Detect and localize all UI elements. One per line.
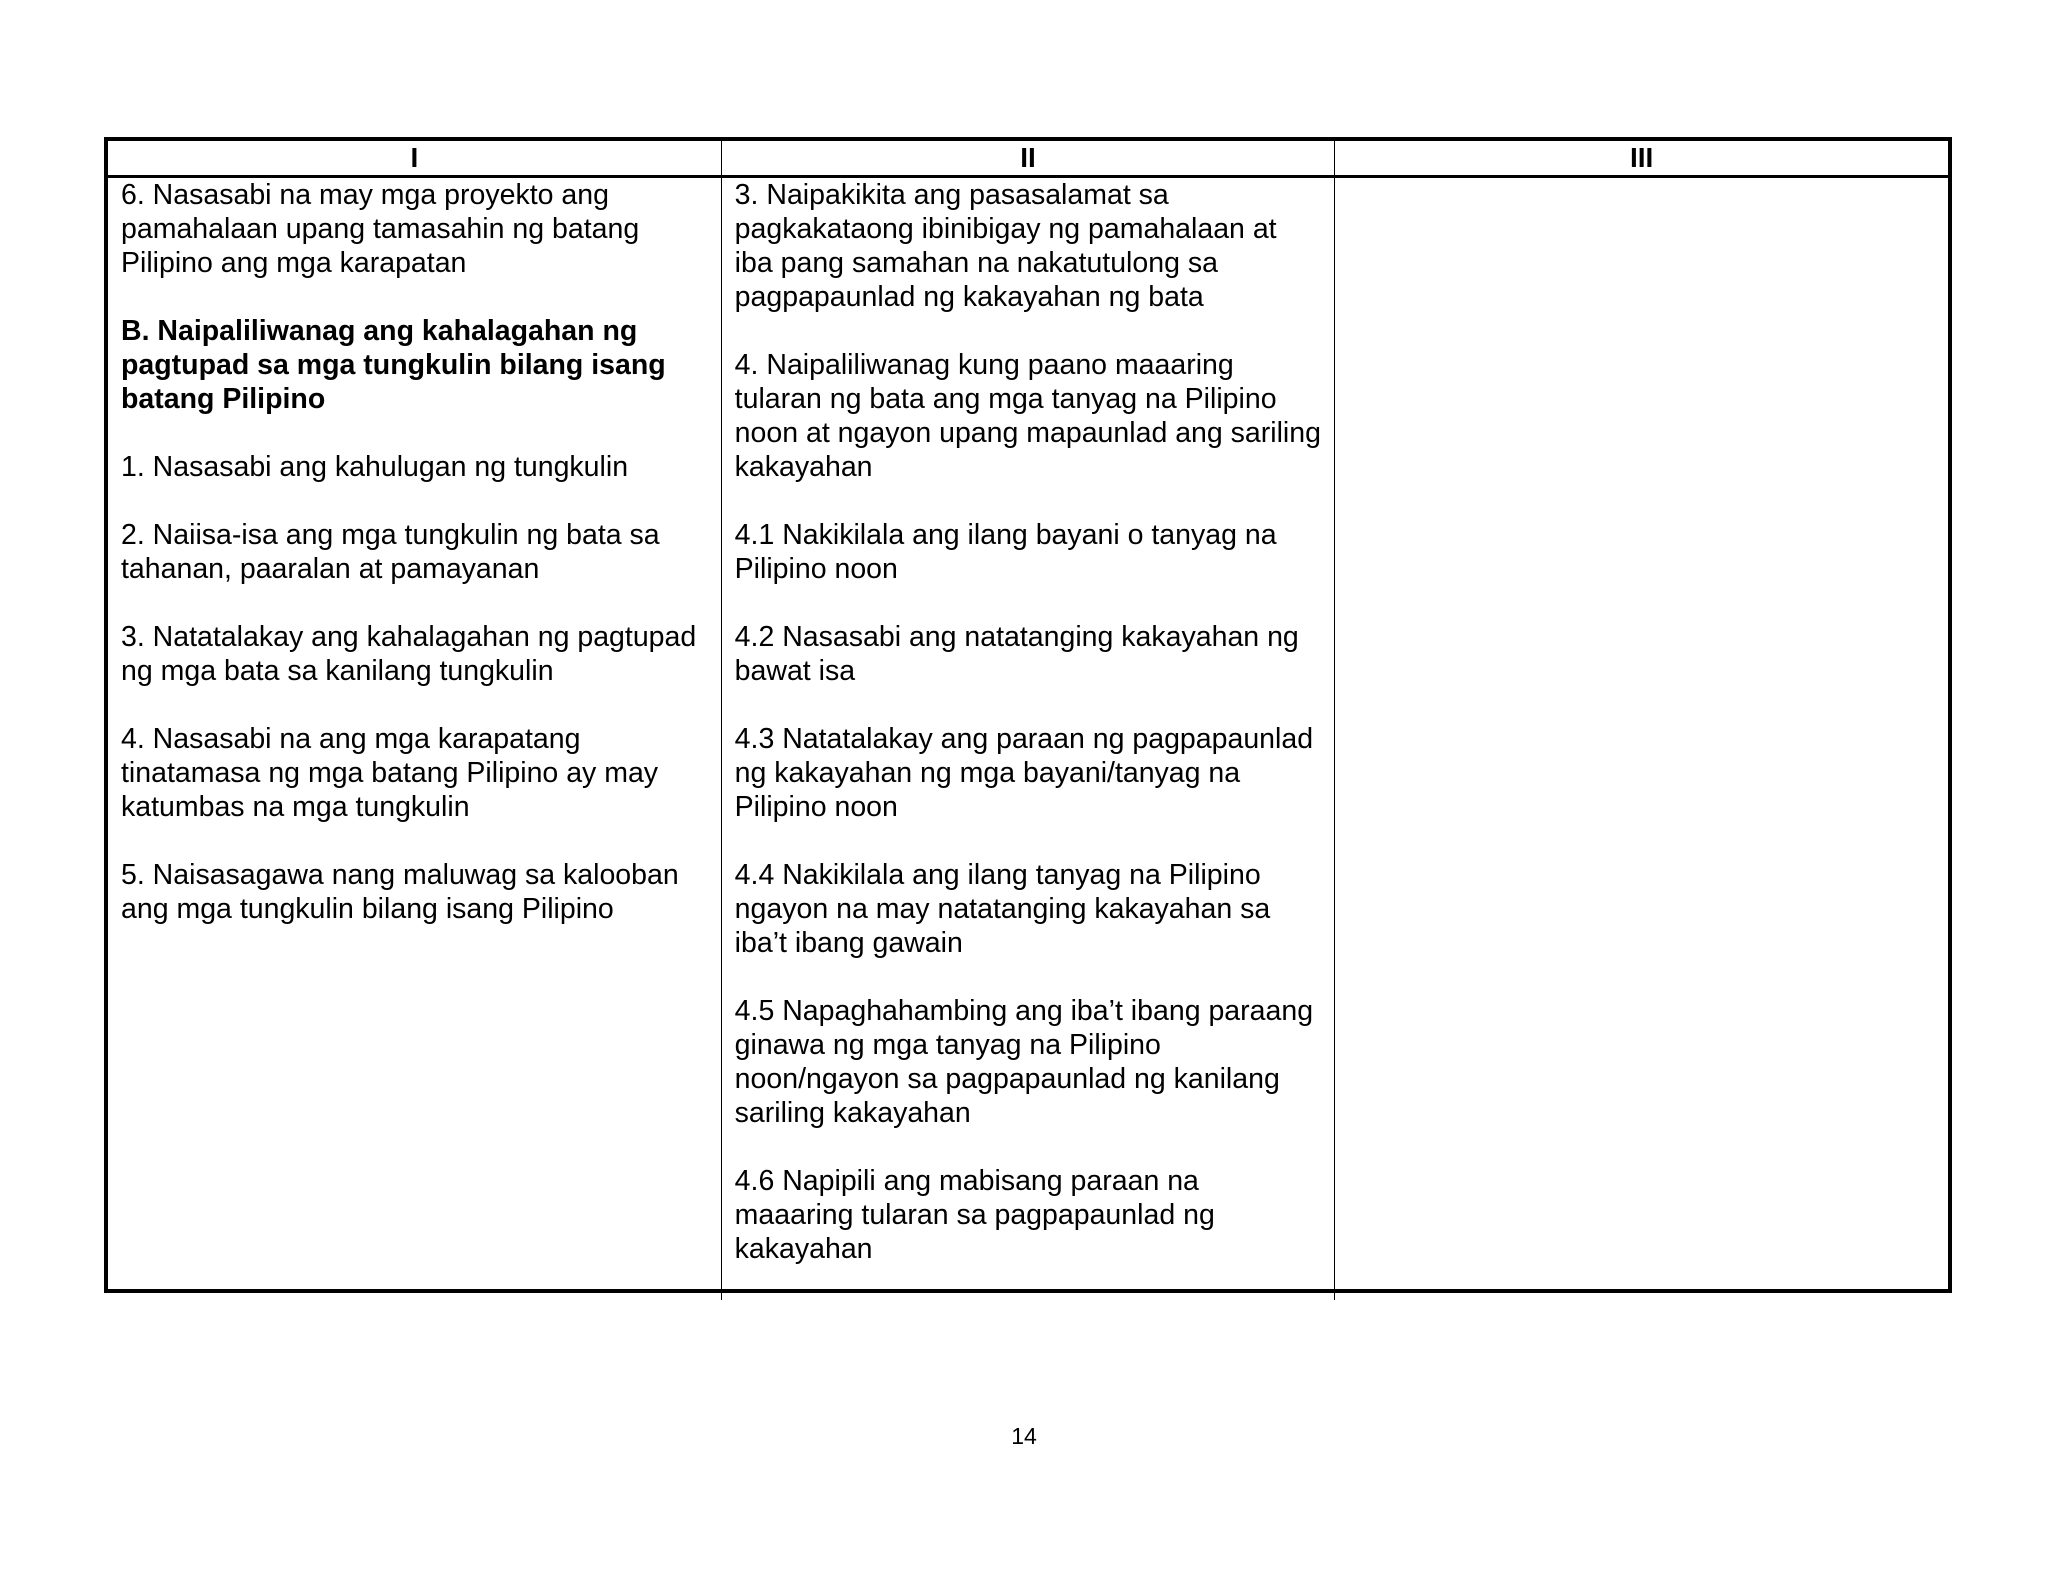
column-2-cell xyxy=(721,178,1335,1300)
column-2-item: 4.6 Napipili ang mabisang paraan na maaaring tularan sa pagpapaunlad ng kakayahan xyxy=(734,1165,1215,1265)
column-1-item: 5. Naisasagawa nang maluwag sa kalooban ang mga tungkulin bilang isang Pilipino xyxy=(121,859,679,925)
table-header-row xyxy=(108,141,1948,178)
column-2-item: 4.5 Napaghahambing ang iba’t ibang paraang ginawa ng mga tanyag na Pilipino noon/ngayon sa pagpapaunlad ng kanilang sariling kakayahan xyxy=(734,995,1314,1129)
column-header-3: III xyxy=(1334,141,1948,175)
column-header-2: II xyxy=(721,141,1335,175)
column-1-item: B. Naipaliliwanag ang kahalagahan ng pagtupad sa mga tungkulin bilang isang batang Pilipino xyxy=(121,315,666,415)
column-2-item: 4.4 Nakikilala ang ilang tanyag na Pilipino ngayon na may natatanging kakayahan sa iba’t ibang gawain xyxy=(734,859,1271,959)
column-1-item: 2. Naiisa-isa ang mga tungkulin ng bata sa tahanan, paaralan at pamayanan xyxy=(121,519,660,585)
column-2-item: 3. Naipakikita ang pasasalamat sa pagkakataong ibinibigay ng pamahalaan at iba pang samahan na nakatutulong sa pagpapaunlad ng kakayahan ng bata xyxy=(734,179,1277,313)
column-2-item: 4.2 Nasasabi ang natatanging kakayahan ng bawat isa xyxy=(734,621,1299,687)
table-body-row xyxy=(108,178,1948,1300)
column-1-item: 1. Nasasabi ang kahulugan ng tungkulin xyxy=(121,451,629,483)
column-header-1: I xyxy=(410,142,419,173)
column-1-item: 6. Nasasabi na may mga proyekto ang pamahalaan upang tamasahin ng batang Pilipino ang mga karapatan xyxy=(121,179,640,279)
column-2-item: 4. Naipaliliwanag kung paano maaaring tularan ng bata ang mga tanyag na Pilipino noon at ngayon upang mapaunlad ang sariling kakayahan xyxy=(734,349,1321,483)
page-number: 14 xyxy=(1011,1423,1037,1449)
column-3-cell xyxy=(1334,178,1948,1300)
column-2-item: 4.3 Natatalakay ang paraan ng pagpapaunlad ng kakayahan ng mga bayani/tanyag na Pilipino noon xyxy=(734,723,1314,823)
column-1-item: 4. Nasasabi na ang mga karapatang tinatamasa ng mga batang Pilipino ay may katumbas na mga tungkulin xyxy=(121,723,659,823)
column-2-item: 4.1 Nakikilala ang ilang bayani o tanyag na Pilipino noon xyxy=(734,519,1277,585)
column-1-cell xyxy=(108,178,721,1300)
competency-table xyxy=(104,137,1952,1293)
column-1-item: 3. Natatalakay ang kahalagahan ng pagtupad ng mga bata sa kanilang tungkulin xyxy=(121,621,697,687)
